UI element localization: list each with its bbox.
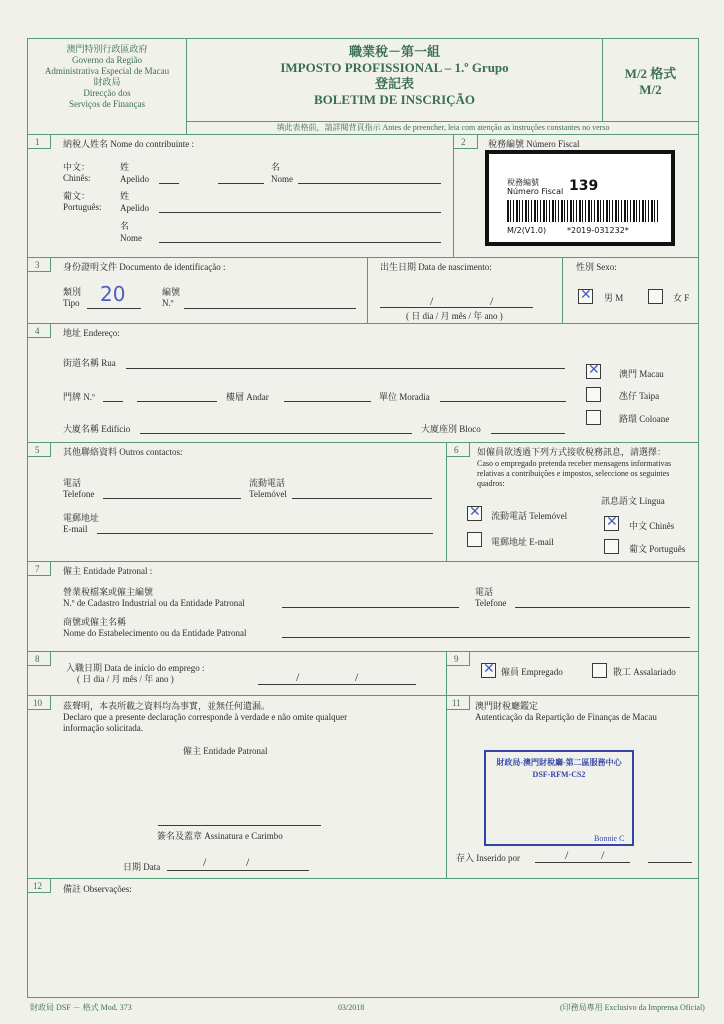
porta-field-2[interactable] <box>137 401 217 402</box>
email-cn: 電郵地址 <box>63 513 100 523</box>
dob-field[interactable] <box>380 307 533 308</box>
inserido-slash-1: / <box>565 848 569 862</box>
port-apelido-field[interactable] <box>159 212 441 213</box>
section-11-number: 11 <box>452 698 461 708</box>
section-5-number: 5 <box>35 445 40 455</box>
email-label: E-mail <box>63 524 88 534</box>
stamp-sign: Bonnie C <box>594 834 625 843</box>
assalariado-label: 散工 Assalariado <box>613 667 676 677</box>
form-code-pt: M/2 <box>639 82 662 97</box>
fiscal-number-label: 稅務編號 Número Fiscal <box>488 139 580 149</box>
check-mark-icon: ✕ <box>580 287 592 303</box>
check-mark-icon: ✕ <box>588 362 600 378</box>
section-12-number: 12 <box>33 881 42 891</box>
telefone-label: Telefone <box>63 489 95 499</box>
section-9-number: 9 <box>454 654 459 664</box>
notify-label-cn: 如僱員欲透過下列方式接收稅務訊息，請選擇： <box>477 447 667 457</box>
tipo-label: Tipo <box>63 298 80 308</box>
rua-field[interactable] <box>126 368 565 369</box>
employer-telefone-cn: 電話 <box>475 587 494 597</box>
dept-pt2: Serviços de Finanças <box>69 99 145 109</box>
signature-date-field[interactable] <box>167 870 309 871</box>
entidade-label: 僱主 Entidade Patronal <box>183 746 268 756</box>
no-label: N.º <box>162 298 174 308</box>
title-pt: IMPOSTO PROFISSIONAL – 1.º Grupo <box>280 60 509 75</box>
male-checkbox[interactable] <box>578 289 593 304</box>
assalariado-checkbox[interactable] <box>592 663 607 678</box>
id-doc-label: 身份證明文件 Documento de identificação : <box>63 262 226 272</box>
porta-field-1[interactable] <box>103 401 123 402</box>
macau-label: 澳門 Macau <box>619 369 664 379</box>
taipa-checkbox[interactable] <box>586 387 601 402</box>
taxpayer-name-label: 納稅人姓名 Nome do contribuinte : <box>63 139 194 149</box>
section-2-number: 2 <box>461 137 466 147</box>
coloane-label: 路環 Coloane <box>619 414 670 424</box>
subtitle-cn: 登記表 <box>374 76 414 91</box>
stamp-line1: 財政局-澳門財稅廳-第二區服務中心 <box>496 758 622 767</box>
coloane-checkbox[interactable] <box>586 410 601 425</box>
section-6-number: 6 <box>454 445 459 455</box>
employer-name-label: Nome do Estabelecimento ou da Entidade Patronal <box>63 628 247 638</box>
dob-label: 出生日期 Data de nascimento: <box>380 262 492 272</box>
employer-label: 僱主 Entidade Patronal : <box>63 566 153 576</box>
port-nome-field[interactable] <box>159 242 441 243</box>
declaration-cn: 茲聲明，本表所載之資料均為事實，並無任何遺漏。 <box>63 701 271 711</box>
check-mark-icon: ✕ <box>469 504 481 520</box>
apelido-cn2: 姓 <box>120 191 130 201</box>
gov-cn: 澳門特別行政區政府 <box>66 44 148 54</box>
notify-telemovel-checkbox[interactable] <box>467 506 482 521</box>
authentication-cn: 澳門財稅廳鑑定 <box>475 701 539 711</box>
apelido-label2: Apelido <box>120 203 149 213</box>
section-3-number: 3 <box>35 260 40 270</box>
inserido-name-field[interactable] <box>648 862 692 863</box>
bloco-field[interactable] <box>491 433 565 434</box>
bloco-label: 大廈座別 Bloco <box>421 424 481 434</box>
andar-field[interactable] <box>284 401 371 402</box>
official-stamp <box>484 750 634 846</box>
port-label: 葡文： <box>63 191 91 201</box>
edificio-field[interactable] <box>140 433 412 434</box>
section-7-number: 7 <box>35 564 40 574</box>
tipo-field[interactable] <box>87 308 141 309</box>
sticker-form: M/2(V1.0) <box>507 226 547 235</box>
footer-right: (印務局專用 Exclusivo da Imprensa Oficial) <box>560 1003 705 1012</box>
stamp-line2: DSF-RFM-CS2 <box>532 770 586 779</box>
moradia-label: 單位 Moradia <box>379 392 430 402</box>
address-label: 地址 Endereço: <box>63 328 120 338</box>
form-code-cn: M/2 格式 <box>624 66 677 81</box>
empregado-label: 僱員 Empregado <box>501 667 563 677</box>
chinese-apelido-line[interactable] <box>159 183 179 184</box>
chinese-label: 中文： <box>63 162 91 172</box>
start-date-format: ( 日 dia / 月 mês / 年 ano ) <box>77 674 174 684</box>
nome-label2: Nome <box>120 233 142 243</box>
edificio-label: 大廈名稱 Edifício <box>63 424 131 434</box>
lingua-label: 訊息語文 Língua <box>601 496 665 506</box>
barcode-icon <box>507 200 659 222</box>
footer-center: 03/2018 <box>338 1003 365 1012</box>
sticker-label: Número Fiscal <box>507 187 564 196</box>
telemovel-label: Telemóvel <box>249 489 287 499</box>
employer-telefone-field[interactable] <box>515 607 690 608</box>
fiscal-number-sticker <box>485 150 675 246</box>
notify-email-label: 電郵地址 E-mail <box>491 537 554 547</box>
authentication-pt: Autenticação da Repartição de Finanças de Macau <box>475 712 657 722</box>
telemovel-field[interactable] <box>292 498 432 499</box>
telefone-cn: 電話 <box>63 478 82 488</box>
notify-label-pt3: quadros: <box>477 479 505 488</box>
declaration-pt2: informação solicitada. <box>63 723 143 733</box>
start-date-slash-2: / <box>355 670 359 684</box>
chinese-nome-field[interactable] <box>298 183 441 184</box>
declaration-pt1: Declaro que a presente declaração corresponde à verdade e não omite qualquer <box>63 712 348 722</box>
sticker-label-cn: 稅務編號 <box>507 178 539 187</box>
inserido-slash-2: / <box>601 848 605 862</box>
gov-pt2: Administrativa Especial de Macau <box>44 66 170 76</box>
inserido-date-field[interactable] <box>535 862 630 863</box>
chines-checkbox[interactable] <box>604 516 619 531</box>
porta-label: 門牌 N.º <box>63 392 95 402</box>
employer-telefone-label: Telefone <box>475 598 507 608</box>
issuer-block <box>28 44 186 110</box>
start-date-label: 入職日期 Data de início do emprego : <box>66 663 205 673</box>
telemovel-cn: 流動電話 <box>249 478 286 488</box>
sign-date-slash-1: / <box>203 855 207 869</box>
form-code <box>603 66 698 98</box>
andar-label: 樓層 Andar <box>226 392 269 402</box>
apelido-label: Apelido <box>120 174 149 184</box>
instruction-text: 填此表格前，請詳閱背頁指示 Antes de preencher, leia com atenção as instruções constantes no verso <box>276 123 610 132</box>
title-cn: 職業稅－第一組 <box>348 44 440 59</box>
cadastro-cn: 營業稅檔案或僱主編號 <box>63 587 154 597</box>
female-checkbox[interactable] <box>648 289 663 304</box>
employer-name-field[interactable] <box>282 637 690 638</box>
signature-field[interactable] <box>158 825 321 826</box>
apelido-cn: 姓 <box>120 162 130 172</box>
cadastro-field[interactable] <box>282 607 459 608</box>
dob-format: ( 日 dia / 月 mês / 年 ano ) <box>406 311 503 321</box>
nome-label: Nome <box>271 174 293 184</box>
moradia-field[interactable] <box>440 401 566 402</box>
dob-slash-2: / <box>490 294 494 308</box>
portugues-checkbox[interactable] <box>604 539 619 554</box>
chinese-apelido-line-2[interactable] <box>218 183 264 184</box>
sticker-number: 139 <box>569 178 599 194</box>
nome-cn2: 名 <box>120 221 130 231</box>
macau-checkbox[interactable] <box>586 364 601 379</box>
chines-label: 中文 Chinês <box>629 521 675 531</box>
nome-cn: 名 <box>271 162 281 172</box>
tipo-value: 20 <box>100 282 126 306</box>
notify-email-checkbox[interactable] <box>467 532 482 547</box>
notify-label-pt2: relativas a contribuições e impostos, seleccione os seguintes <box>477 469 670 478</box>
employer-name-cn: 商號或僱主名稱 <box>63 617 127 627</box>
start-date-slash-1: / <box>296 670 300 684</box>
email-field[interactable] <box>97 533 433 534</box>
observations-area[interactable] <box>60 898 690 994</box>
dept-pt1: Direcção dos <box>83 88 131 98</box>
female-label: 女 F <box>673 293 690 303</box>
subtitle-pt: BOLETIM DE INSCRIÇÃO <box>313 92 476 107</box>
section-4-number: 4 <box>35 326 40 336</box>
chinese-label-pt: Chinês: <box>63 173 91 183</box>
start-date-field[interactable] <box>258 684 416 685</box>
contacts-label: 其他聯絡資料 Outros contactos: <box>63 447 183 457</box>
telefone-field[interactable] <box>103 498 241 499</box>
check-mark-icon: ✕ <box>606 514 618 530</box>
male-label: 男 M <box>604 293 624 303</box>
check-mark-icon: ✕ <box>483 661 495 677</box>
notify-label-pt1: Caso o empregado pretenda receber mensagens informativas <box>477 459 672 468</box>
dob-slash-1: / <box>430 294 434 308</box>
form-title <box>187 44 602 108</box>
id-number-field[interactable] <box>184 308 356 309</box>
observations-label: 備註 Observações: <box>63 884 132 894</box>
taipa-label: 氹仔 Taipa <box>619 391 660 401</box>
no-cn: 編號 <box>162 287 181 297</box>
empregado-checkbox[interactable] <box>481 663 496 678</box>
inserido-label: 存入 Inserido por <box>456 853 520 863</box>
assinatura-label: 簽名及蓋章 Assinatura e Carimbo <box>157 831 283 841</box>
section-10-number: 10 <box>33 698 42 708</box>
portugues-label: 葡文 Português <box>629 544 686 554</box>
cadastro-label: N.º de Cadastro Industrial ou da Entidade Patronal <box>63 598 245 608</box>
section-1-number: 1 <box>35 137 40 147</box>
gov-pt1: Governo da Região <box>72 55 142 65</box>
sign-date-slash-2: / <box>246 855 250 869</box>
footer-left: 財政局 DSF － 格式 Mod. 373 <box>30 1003 132 1012</box>
rua-label: 街道名稱 Rua <box>63 358 116 368</box>
tipo-cn: 類別 <box>63 287 82 297</box>
notify-telemovel-label: 流動電話 Telemóvel <box>491 511 568 521</box>
dept-cn: 財政局 <box>93 77 121 87</box>
port-label-pt: Português: <box>63 202 102 212</box>
section-8-number: 8 <box>35 654 40 664</box>
data-label: 日期 Data <box>123 862 161 872</box>
sticker-code: *2019-031232* <box>567 226 629 235</box>
sex-label: 性別 Sexo: <box>576 262 617 272</box>
